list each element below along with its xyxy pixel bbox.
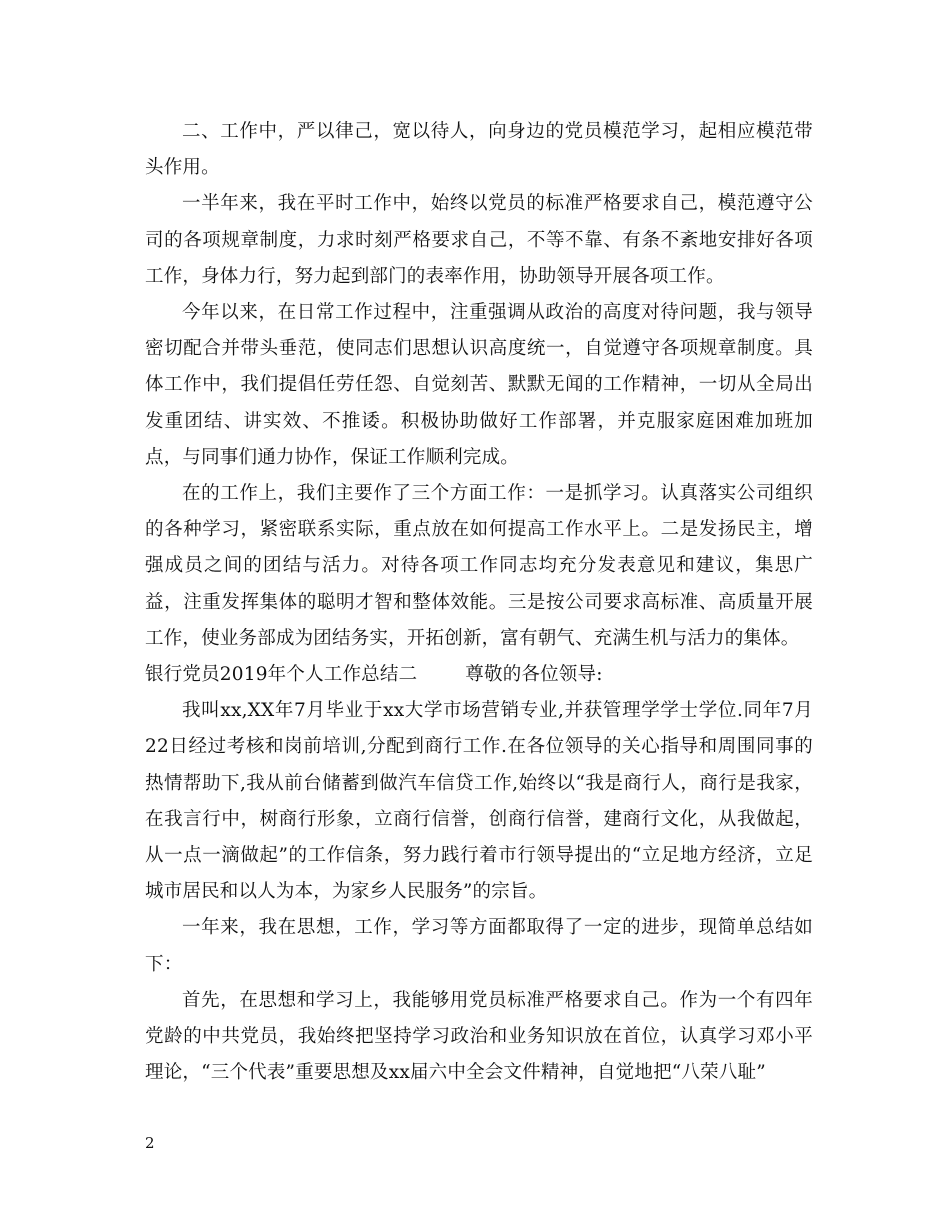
section-heading-line xyxy=(145,657,813,693)
page-number: 2 xyxy=(145,1134,155,1152)
paragraph: 一年来，我在思想，工作，学习等方面都取得了一定的进步，现简单总结如下： xyxy=(145,917,813,975)
paragraph: 我叫xx,XX年7月毕业于xx大学市场营销专业,并获管理学学士学位.同年7月22日经过考核和岗前培训,分配到商行工作.在各位领导的关心指导和周围同事的热情帮助下,我从前台储蓄到做汽车信贷工作,始终以“我是商行人，商行是我家，在我言行中，树商行形象，立商行信誉，创商行信誉，建商行文化，从我做起，从一点一滴做起”的工作信条，努力践行着市行领导提出的“立足地方经济，立足城市居民和以人为本，为家乡人民服务”的宗旨。 xyxy=(145,700,813,903)
salutation: 尊敬的各位领导: xyxy=(465,664,603,686)
section-title: 银行党员2019年个人工作总结二 xyxy=(145,664,418,686)
paragraph: 在的工作上，我们主要作了三个方面工作：一是抓学习。认真落实公司组织的各种学习，紧密联系实际，重点放在如何提高工作水平上。二是发扬民主，增强成员之间的团结与活力。对待各项工作同志均充分发表意见和建议，集思广益，注重发挥集体的聪明才智和整体效能。三是按公司要求高标准、高质量开展工作，使业务部成为团结务实，开拓创新，富有朝气、充满生机与活力的集体。 xyxy=(145,483,813,649)
paragraph: 首先，在思想和学习上，我能够用党员标准严格要求自己。作为一个有四年党龄的中共党员，我始终把坚持学习政治和业务知识放在首位，认真学习邓小平理论，“三个代表”重要思想及xx届六中全会文件精神，自觉地把“八荣八耻” xyxy=(145,989,813,1084)
document-body xyxy=(145,114,813,1091)
paragraph: 一半年来，我在平时工作中，始终以党员的标准严格要求自己，模范遵守公司的各项规章制度，力求时刻严格要求自己，不等不靠、有条不紊地安排好各项工作，身体力行，努力起到部门的表率作用，协助领导开展各项工作。 xyxy=(145,193,813,287)
paragraph: 今年以来，在日常工作过程中，注重强调从政治的高度对待问题，我与领导密切配合并带头垂范，使同志们思想认识高度统一，自觉遵守各项规章制度。具体工作中，我们提倡任劳任怨、自觉刻苦、默默无闻的工作精神，一切从全局出发重团结、讲实效、不推诿。积极协助做好工作部署，并克服家庭困难加班加点，与同事们通力协作，保证工作顺利完成。 xyxy=(145,302,813,468)
paragraph: 二、工作中，严以律己，宽以待人，向身边的党员模范学习，起相应模范带头作用。 xyxy=(145,121,813,179)
